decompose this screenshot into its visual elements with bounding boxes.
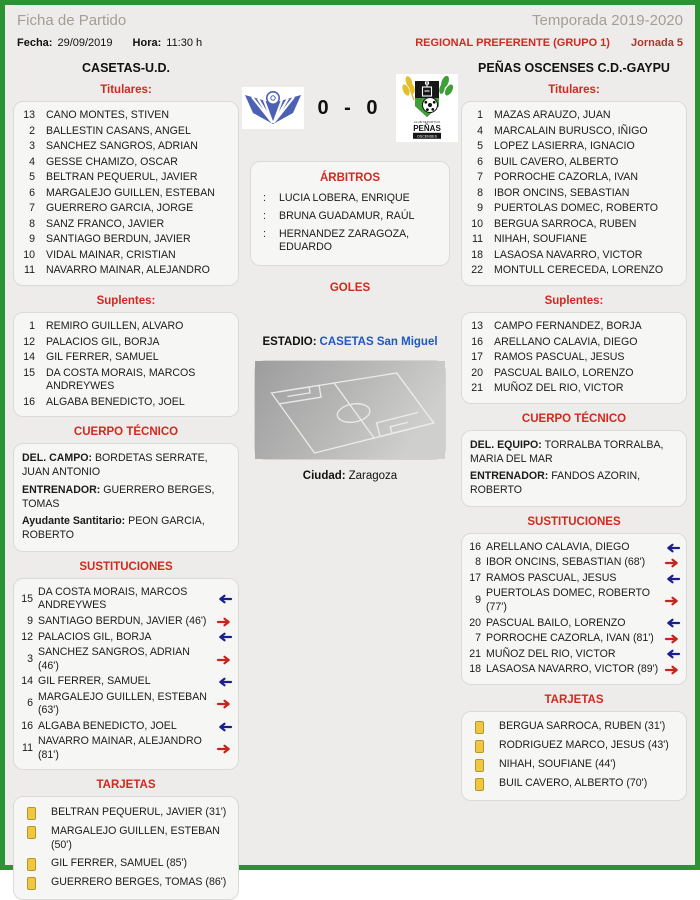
- competition-label: REGIONAL PREFERENTE (GRUPO 1): [415, 37, 610, 49]
- shirt-number: 12: [23, 335, 35, 348]
- shirt-number: 21: [469, 647, 481, 660]
- jornada-label: Jornada 5: [631, 37, 683, 49]
- shirt-number: 8: [477, 186, 483, 199]
- goles-title: GOLES: [329, 282, 371, 295]
- away-sustituciones-title: SUSTITUCIONES: [527, 515, 621, 528]
- player-row: [20, 170, 232, 186]
- sub-out-arrow-icon: [215, 744, 232, 754]
- arbitros-panel: [250, 161, 450, 266]
- player-row: [468, 335, 680, 351]
- player-name: RODRIGUEZ MARCO, JESUS (43'): [499, 739, 669, 752]
- player-row: [20, 124, 232, 140]
- player-row: [468, 263, 680, 279]
- home-tarjetas-title: TARJETAS: [96, 779, 156, 792]
- player-name: MARGALEJO GUILLEN, ESTEBAN: [46, 186, 215, 199]
- sub-in-arrow-icon: [215, 594, 232, 604]
- player-row: [20, 201, 232, 217]
- shirt-number: 10: [471, 217, 483, 230]
- staff-role-label: ENTRENADOR:: [470, 470, 549, 483]
- player-name: LASAOSA NAVARRO, VICTOR: [494, 248, 643, 261]
- fecha-label: Fecha:: [17, 37, 53, 49]
- shirt-number: 16: [23, 395, 35, 408]
- away-team-name: PEÑAS OSCENSES C.D.-GAYPU: [478, 61, 670, 75]
- shirt-number: 7: [477, 171, 483, 184]
- ciudad-value: Zaragoza: [348, 470, 398, 483]
- referee-role-colon: :: [263, 227, 266, 240]
- shirt-number: 9: [475, 594, 481, 607]
- player-name: NIHAH, SOUFIANE: [494, 233, 588, 246]
- player-row: [468, 108, 680, 124]
- staff-role-label: ENTRENADOR:: [22, 483, 101, 496]
- substitution-row: [468, 540, 680, 556]
- player-name: BELTRAN PEQUERUL, JAVIER (31'): [51, 805, 227, 818]
- yellow-card-icon: [27, 807, 36, 820]
- home-suplentes-panel: [13, 312, 239, 417]
- yellow-card-icon: [27, 877, 36, 890]
- shirt-number: 5: [477, 140, 483, 153]
- shirt-number: 16: [469, 540, 481, 553]
- sub-out-arrow-icon: [663, 596, 680, 606]
- player-name: CAMPO FERNANDEZ, BORJA: [494, 320, 642, 333]
- player-row: [20, 395, 232, 411]
- match-center-column: [248, 53, 452, 900]
- player-name: LOPEZ LASIERRA, IGNACIO: [494, 140, 635, 153]
- referee-row: [257, 226, 443, 258]
- player-name: DA COSTA MORAIS, MARCOS ANDREYWES: [46, 366, 196, 393]
- shirt-number: 17: [471, 351, 483, 364]
- player-row: [20, 248, 232, 264]
- shirt-number: 20: [471, 366, 483, 379]
- shirt-number: 7: [475, 632, 481, 645]
- yellow-card-icon: [27, 826, 36, 839]
- shirt-number: 21: [471, 382, 483, 395]
- player-row: [20, 232, 232, 248]
- sub-out-arrow-icon: [215, 699, 232, 709]
- player-name: SANZ FRANCO, JAVIER: [46, 217, 165, 230]
- player-name: SANTIAGO BERDUN, JAVIER (46'): [38, 614, 207, 627]
- player-name: ALGABA BENEDICTO, JOEL: [46, 395, 185, 408]
- player-name: MARCALAIN BURUSCO, IÑIGO: [494, 124, 648, 137]
- staff-row: [20, 482, 232, 514]
- yellow-card-icon: [475, 721, 484, 734]
- player-name: PALACIOS GIL, BORJA: [38, 630, 152, 643]
- shirt-number: 18: [469, 663, 481, 676]
- player-name: BELTRAN PEQUERUL, JAVIER: [46, 171, 198, 184]
- sub-out-arrow-icon: [215, 655, 232, 665]
- shirt-number: 1: [477, 109, 483, 121]
- arbitros-title: ÁRBITROS: [319, 172, 381, 184]
- shirt-number: 9: [477, 202, 483, 215]
- shirt-number: 11: [24, 264, 35, 277]
- yellow-card-icon: [475, 740, 484, 753]
- home-cuerpo-panel: [13, 443, 239, 552]
- shirt-number: 9: [29, 233, 35, 246]
- away-cuerpo-panel: [461, 430, 687, 507]
- card-row: [468, 718, 680, 737]
- substitution-row: [20, 719, 232, 735]
- player-name: MONTULL CERECEDA, LORENZO: [494, 264, 664, 277]
- estadio-line: [248, 336, 452, 348]
- player-name: VIDAL MAINAR, CRISTIAN: [46, 248, 176, 261]
- date-time-block: [17, 37, 222, 49]
- shirt-number: 2: [29, 124, 35, 137]
- home-titulares-panel: [13, 101, 239, 286]
- player-name: MUÑOZ DEL RIO, VICTOR: [494, 382, 624, 395]
- home-team-column: [13, 53, 239, 900]
- staff-name: TORRALBA TORRALBA, MARIA DEL MAR: [470, 438, 664, 465]
- away-crest: [396, 74, 458, 142]
- estadio-label: ESTADIO:: [262, 336, 317, 349]
- referee-name: BRUNA GUADAMUR, RAÚL: [279, 209, 415, 222]
- player-row: [468, 350, 680, 366]
- shirt-number: 3: [27, 652, 33, 665]
- estadio-value: CASETAS San Miguel: [319, 336, 438, 349]
- player-row: [20, 217, 232, 233]
- yellow-card-icon: [27, 858, 36, 871]
- player-row: [468, 381, 680, 397]
- shirt-number: 11: [22, 742, 33, 755]
- card-row: [468, 775, 680, 794]
- staff-row: [20, 513, 232, 545]
- away-sustituciones-panel: [461, 533, 687, 685]
- player-name: CANO MONTES, STIVEN: [46, 109, 170, 121]
- player-name: GIL FERRER, SAMUEL: [46, 351, 159, 364]
- player-name: BALLESTIN CASANS, ANGEL: [46, 124, 191, 137]
- ciudad-label: Ciudad:: [302, 470, 346, 483]
- shirt-number: 6: [27, 697, 33, 710]
- shirt-number: 13: [471, 320, 483, 333]
- staff-role-label: DEL. CAMPO:: [22, 452, 93, 465]
- score-row: [248, 71, 452, 145]
- substitution-row: [20, 734, 232, 763]
- player-row: [20, 319, 232, 335]
- card-row: [20, 874, 232, 893]
- referee-name: LUCIA LOBERA, ENRIQUE: [279, 192, 410, 204]
- sub-in-arrow-icon: [215, 632, 232, 642]
- substitution-row: [468, 571, 680, 587]
- shirt-number: 14: [23, 351, 35, 364]
- shirt-number: 22: [471, 264, 483, 277]
- player-name: MARGALEJO GUILLEN, ESTEBAN (63'): [38, 690, 207, 717]
- card-row: [20, 822, 232, 855]
- referee-row: [257, 190, 443, 208]
- score-value: 0 - 0: [317, 96, 383, 119]
- hora-value: 11:30 h: [166, 37, 203, 49]
- shirt-number: 4: [477, 124, 483, 137]
- player-row: [20, 139, 232, 155]
- player-row: [468, 232, 680, 248]
- home-sustituciones-panel: [13, 578, 239, 771]
- sub-out-arrow-icon: [663, 558, 680, 568]
- staff-name: GUERRERO BERGES, TOMAS: [22, 483, 215, 510]
- shirt-number: 18: [471, 248, 483, 261]
- substitution-row: [468, 631, 680, 647]
- player-name: ARELLANO CALAVIA, DIEGO: [486, 540, 630, 553]
- staff-row: [468, 437, 680, 469]
- player-name: MUÑOZ DEL RIO, VICTOR: [486, 647, 616, 660]
- referee-role-colon: :: [263, 209, 266, 222]
- player-name: NAVARRO MAINAR, ALEJANDRO (81'): [38, 735, 202, 761]
- away-crest-name-text: PEÑAS: [412, 124, 441, 133]
- player-name: PUERTOLAS DOMEC, ROBERTO: [494, 202, 659, 215]
- substitution-row: [468, 662, 680, 678]
- player-name: PORROCHE CAZORLA, IVAN: [494, 171, 639, 184]
- player-row: [468, 124, 680, 140]
- away-suplentes-panel: [461, 312, 687, 404]
- shirt-number: 12: [21, 630, 33, 643]
- player-row: [468, 217, 680, 233]
- player-name: ARELLANO CALAVIA, DIEGO: [494, 335, 638, 348]
- player-row: [20, 366, 232, 395]
- away-titulares-panel: [461, 101, 687, 286]
- field-photo-graphic: [255, 361, 445, 459]
- shirt-number: 8: [29, 217, 35, 230]
- staff-name: FANDOS AZORIN, ROBERTO: [470, 470, 641, 497]
- player-row: [20, 350, 232, 366]
- player-name: SANCHEZ SANGROS, ADRIAN (46'): [38, 646, 190, 672]
- player-name: GUERRERO GARCIA, JORGE: [46, 202, 194, 215]
- player-name: PALACIOS GIL, BORJA: [46, 335, 160, 348]
- substitution-row: [20, 630, 232, 646]
- player-row: [468, 155, 680, 171]
- player-name: GIL FERRER, SAMUEL: [38, 675, 151, 688]
- ciudad-line: [248, 470, 452, 482]
- player-name: RAMOS PASCUAL, JESUS: [486, 571, 617, 584]
- yellow-card-icon: [475, 759, 484, 772]
- player-row: [468, 186, 680, 202]
- home-crest: [242, 87, 304, 129]
- player-name: PUERTOLAS DOMEC, ROBERTO (77'): [486, 587, 651, 613]
- shirt-number: 14: [21, 675, 33, 688]
- sub-in-arrow-icon: [663, 618, 680, 628]
- staff-row: [468, 468, 680, 500]
- player-row: [468, 319, 680, 335]
- home-suplentes-title: Suplentes:: [96, 295, 156, 308]
- player-row: [468, 366, 680, 382]
- staff-role-label: DEL. EQUIPO:: [470, 438, 542, 451]
- player-name: PASCUAL BAILO, LORENZO: [494, 366, 634, 379]
- shirt-number: 11: [472, 233, 483, 246]
- shirt-number: 1: [29, 320, 35, 333]
- hora-label: Hora:: [132, 37, 162, 49]
- player-name: NIHAH, SOUFIANE (44'): [499, 758, 616, 771]
- player-name: MAZAS ARAUZO, JUAN: [494, 109, 611, 121]
- player-name: ALGABA BENEDICTO, JOEL: [38, 719, 177, 732]
- player-name: RAMOS PASCUAL, JESUS: [494, 351, 625, 364]
- player-name: GESSE CHAMIZO, OSCAR: [46, 155, 178, 168]
- home-tarjetas-panel: [13, 796, 239, 900]
- away-crest-club-text: CLUB DEPORTIVO: [413, 120, 440, 124]
- card-row: [20, 803, 232, 822]
- shirt-number: 15: [23, 366, 35, 379]
- away-titulares-title: Titulares:: [548, 84, 600, 96]
- away-cuerpo-title: CUERPO TÉCNICO: [521, 412, 627, 425]
- player-name: SANTIAGO BERDUN, JAVIER: [46, 233, 191, 246]
- substitution-row: [468, 616, 680, 632]
- sub-in-arrow-icon: [215, 722, 232, 732]
- card-row: [468, 756, 680, 775]
- shirt-number: 15: [21, 592, 33, 605]
- page-title: Ficha de Partido: [17, 12, 127, 29]
- substitution-row: [20, 585, 232, 614]
- shirt-number: 17: [469, 571, 481, 584]
- shirt-number: 9: [27, 614, 33, 627]
- stadium-field-photo: [254, 360, 446, 460]
- season-label: Temporada 2019-2020: [532, 12, 683, 29]
- staff-name: BORDETAS SERRATE, JUAN ANTONIO: [22, 452, 208, 479]
- shirt-number: 7: [29, 202, 35, 215]
- referee-role-colon: :: [263, 192, 266, 204]
- player-row: [468, 201, 680, 217]
- player-name: BUIL CAVERO, ALBERTO: [494, 155, 619, 168]
- substitution-row: [20, 674, 232, 690]
- away-suplentes-title: Suplentes:: [544, 295, 604, 308]
- player-row: [468, 248, 680, 264]
- fecha-value: 29/09/2019: [57, 37, 113, 49]
- sub-header: [5, 29, 695, 53]
- player-name: BERGUA SARROCA, RUBEN: [494, 217, 637, 230]
- player-name: GUERRERO BERGES, TOMAS (86'): [51, 876, 227, 889]
- home-team-name: CASETAS-U.D.: [82, 61, 170, 75]
- player-row: [468, 139, 680, 155]
- home-titulares-title: Titulares:: [100, 84, 152, 96]
- player-name: NAVARRO MAINAR, ALEJANDRO: [46, 264, 210, 277]
- arbitros-list: [257, 190, 443, 257]
- sub-out-arrow-icon: [663, 665, 680, 675]
- player-name: SANCHEZ SANGROS, ADRIAN: [46, 140, 198, 153]
- substitution-row: [20, 645, 232, 674]
- player-name: LASAOSA NAVARRO, VICTOR (89'): [486, 663, 659, 676]
- staff-row: [20, 450, 232, 482]
- away-tarjetas-panel: [461, 711, 687, 801]
- player-name: PASCUAL BAILO, LORENZO: [486, 616, 626, 629]
- player-row: [468, 170, 680, 186]
- sub-in-arrow-icon: [663, 649, 680, 659]
- player-row: [20, 335, 232, 351]
- yellow-card-icon: [475, 778, 484, 791]
- home-sustituciones-title: SUSTITUCIONES: [79, 560, 173, 573]
- sub-out-arrow-icon: [663, 634, 680, 644]
- player-name: MARGALEJO GUILLEN, ESTEBAN (50'): [51, 824, 220, 851]
- substitution-row: [468, 586, 680, 615]
- sub-in-arrow-icon: [663, 574, 680, 584]
- shirt-number: 16: [21, 719, 33, 732]
- player-name: BUIL CAVERO, ALBERTO (70'): [499, 777, 648, 790]
- card-row: [468, 737, 680, 756]
- home-cuerpo-title: CUERPO TÉCNICO: [73, 426, 179, 439]
- away-crest-subname-text: OSCENSES: [416, 134, 437, 139]
- shirt-number: 5: [29, 171, 35, 184]
- sub-out-arrow-icon: [215, 617, 232, 627]
- main-content: [5, 53, 695, 900]
- card-row: [20, 855, 232, 874]
- away-team-column: [461, 53, 687, 900]
- shirt-number: 3: [29, 140, 35, 153]
- sub-in-arrow-icon: [215, 677, 232, 687]
- player-row: [20, 263, 232, 279]
- competition-block: [415, 37, 683, 49]
- player-row: [20, 186, 232, 202]
- staff-role-label: Ayudante Santitario:: [22, 515, 126, 528]
- substitution-row: [20, 614, 232, 630]
- shirt-number: 10: [23, 248, 35, 261]
- player-name: REMIRO GUILLEN, ALVARO: [46, 320, 184, 333]
- substitution-row: [468, 647, 680, 663]
- shirt-number: 20: [469, 616, 481, 629]
- player-name: IBOR ONCINS, SEBASTIAN: [494, 186, 630, 199]
- shirt-number: 8: [475, 556, 481, 569]
- shirt-number: 6: [477, 155, 483, 168]
- shirt-number: 16: [471, 335, 483, 348]
- player-name: BERGUA SARROCA, RUBEN (31'): [499, 720, 666, 733]
- staff-name: PEON GARCIA, ROBERTO: [22, 515, 205, 542]
- away-tarjetas-title: TARJETAS: [544, 693, 604, 706]
- sub-in-arrow-icon: [663, 543, 680, 553]
- player-name: DA COSTA MORAIS, MARCOS ANDREYWES: [38, 585, 188, 612]
- shirt-number: 13: [23, 109, 35, 121]
- player-row: [20, 108, 232, 124]
- shirt-number: 4: [29, 155, 35, 168]
- top-header: [5, 5, 695, 29]
- player-name: IBOR ONCINS, SEBASTIAN (68'): [486, 556, 646, 569]
- shirt-number: 6: [29, 186, 35, 199]
- substitution-row: [468, 555, 680, 571]
- referee-name: HERNANDEZ ZARAGOZA, EDUARDO: [279, 227, 410, 254]
- player-name: GIL FERRER, SAMUEL (85'): [51, 857, 188, 870]
- player-name: PORROCHE CAZORLA, IVAN (81'): [486, 632, 654, 645]
- player-row: [20, 155, 232, 171]
- substitution-row: [20, 690, 232, 719]
- referee-row: [257, 208, 443, 226]
